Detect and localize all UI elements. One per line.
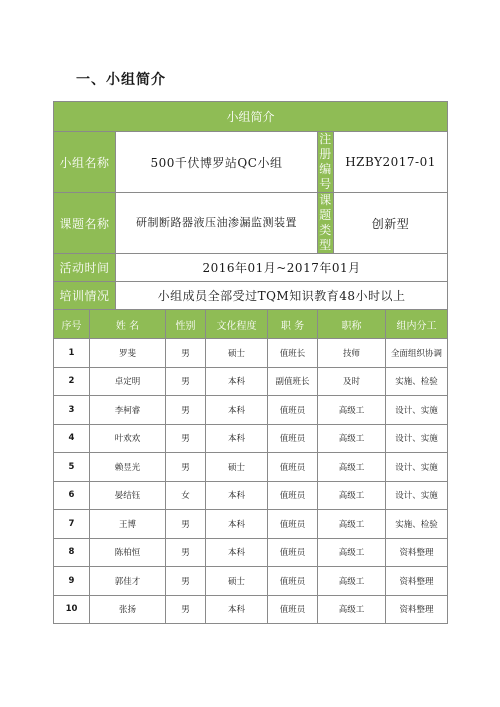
- member-role: 设计、实施: [386, 453, 448, 482]
- member-role: 设计、实施: [386, 481, 448, 510]
- member-header-row: [54, 310, 448, 339]
- topic-type-value: 创新型: [334, 193, 448, 254]
- member-title: 高级工: [318, 424, 386, 453]
- member-position: 值班员: [268, 453, 318, 482]
- member-gender: 女: [166, 481, 206, 510]
- table-row: [54, 339, 448, 368]
- member-title: 高级工: [318, 595, 386, 624]
- member-education: 本科: [206, 424, 268, 453]
- member-position: 值班员: [268, 510, 318, 539]
- member-position: 值班长: [268, 339, 318, 368]
- member-position: 值班员: [268, 481, 318, 510]
- section-heading: 一、小组简介: [76, 72, 166, 88]
- member-name: 张扬: [90, 595, 166, 624]
- topic-label: 课题名称: [54, 193, 116, 254]
- member-name: 郭佳才: [90, 567, 166, 596]
- group-name-value: 500千伏博罗站QC小组: [116, 132, 318, 193]
- member-name: 罗斐: [90, 339, 166, 368]
- training-value: 小组成员全部受过TQM知识教育48小时以上: [116, 282, 448, 310]
- table-row: [54, 367, 448, 396]
- member-position: 值班员: [268, 396, 318, 425]
- member-education: 硕士: [206, 453, 268, 482]
- member-title: 及时: [318, 367, 386, 396]
- col-header-role: 组内分工: [386, 310, 448, 339]
- member-position: 值班员: [268, 538, 318, 567]
- member-index: 3: [54, 396, 90, 425]
- member-education: 本科: [206, 510, 268, 539]
- member-role: 全面组织协调: [386, 339, 448, 368]
- member-title: 高级工: [318, 538, 386, 567]
- member-education: 本科: [206, 595, 268, 624]
- register-label: 注册编号: [319, 132, 332, 191]
- member-title: 高级工: [318, 567, 386, 596]
- member-index: 8: [54, 538, 90, 567]
- member-role: 设计、实施: [386, 424, 448, 453]
- member-education: 本科: [206, 367, 268, 396]
- member-position: 值班员: [268, 595, 318, 624]
- member-education: 本科: [206, 481, 268, 510]
- col-header-gender: 性别: [166, 310, 206, 339]
- table-row: [54, 510, 448, 539]
- col-header-title: 职称: [318, 310, 386, 339]
- topic-type-label: 课题类型: [319, 193, 332, 252]
- member-education: 硕士: [206, 339, 268, 368]
- member-name: 叶欢欢: [90, 424, 166, 453]
- table-row: [54, 424, 448, 453]
- member-index: 6: [54, 481, 90, 510]
- table-row: [54, 396, 448, 425]
- member-gender: 男: [166, 339, 206, 368]
- activity-label: 活动时间: [54, 254, 116, 282]
- col-header-index: 序号: [54, 310, 90, 339]
- col-header-education: 文化程度: [206, 310, 268, 339]
- member-education: 本科: [206, 538, 268, 567]
- member-role: 实施、检验: [386, 367, 448, 396]
- member-index: 5: [54, 453, 90, 482]
- register-value: HZBY2017-01: [334, 132, 448, 193]
- member-title: 技师: [318, 339, 386, 368]
- member-index: 7: [54, 510, 90, 539]
- member-name: 李柯睿: [90, 396, 166, 425]
- member-name: 晏结钰: [90, 481, 166, 510]
- member-education: 本科: [206, 396, 268, 425]
- col-header-position: 职 务: [268, 310, 318, 339]
- member-role: 资料整理: [386, 538, 448, 567]
- member-education: 硕士: [206, 567, 268, 596]
- member-name: 赖昱光: [90, 453, 166, 482]
- group-info-table: [53, 101, 448, 624]
- table-row: [54, 453, 448, 482]
- member-gender: 男: [166, 510, 206, 539]
- member-position: 副值班长: [268, 367, 318, 396]
- member-title: 高级工: [318, 481, 386, 510]
- member-name: 卓定明: [90, 367, 166, 396]
- member-role: 实施、检验: [386, 510, 448, 539]
- topic-value: 研制断路器液压油渗漏监测装置: [116, 193, 318, 254]
- member-gender: 男: [166, 424, 206, 453]
- member-index: 9: [54, 567, 90, 596]
- member-name: 陈柏恒: [90, 538, 166, 567]
- table-row: [54, 595, 448, 624]
- member-role: 设计、实施: [386, 396, 448, 425]
- member-title: 高级工: [318, 453, 386, 482]
- member-position: 值班员: [268, 567, 318, 596]
- activity-value: 2016年01月~2017年01月: [116, 254, 448, 282]
- member-index: 4: [54, 424, 90, 453]
- table-row: [54, 567, 448, 596]
- member-position: 值班员: [268, 424, 318, 453]
- member-index: 1: [54, 339, 90, 368]
- member-gender: 男: [166, 396, 206, 425]
- training-label: 培训情况: [54, 282, 116, 310]
- member-index: 10: [54, 595, 90, 624]
- member-index: 2: [54, 367, 90, 396]
- member-gender: 男: [166, 538, 206, 567]
- member-role: 资料整理: [386, 567, 448, 596]
- member-gender: 男: [166, 595, 206, 624]
- member-title: 高级工: [318, 396, 386, 425]
- member-title: 高级工: [318, 510, 386, 539]
- group-name-label: 小组名称: [54, 132, 116, 193]
- member-role: 资料整理: [386, 595, 448, 624]
- table-banner: 小组简介: [54, 102, 448, 132]
- col-header-name: 姓 名: [90, 310, 166, 339]
- member-name: 王博: [90, 510, 166, 539]
- table-row: [54, 538, 448, 567]
- member-gender: 男: [166, 453, 206, 482]
- member-gender: 男: [166, 367, 206, 396]
- member-gender: 男: [166, 567, 206, 596]
- table-row: [54, 481, 448, 510]
